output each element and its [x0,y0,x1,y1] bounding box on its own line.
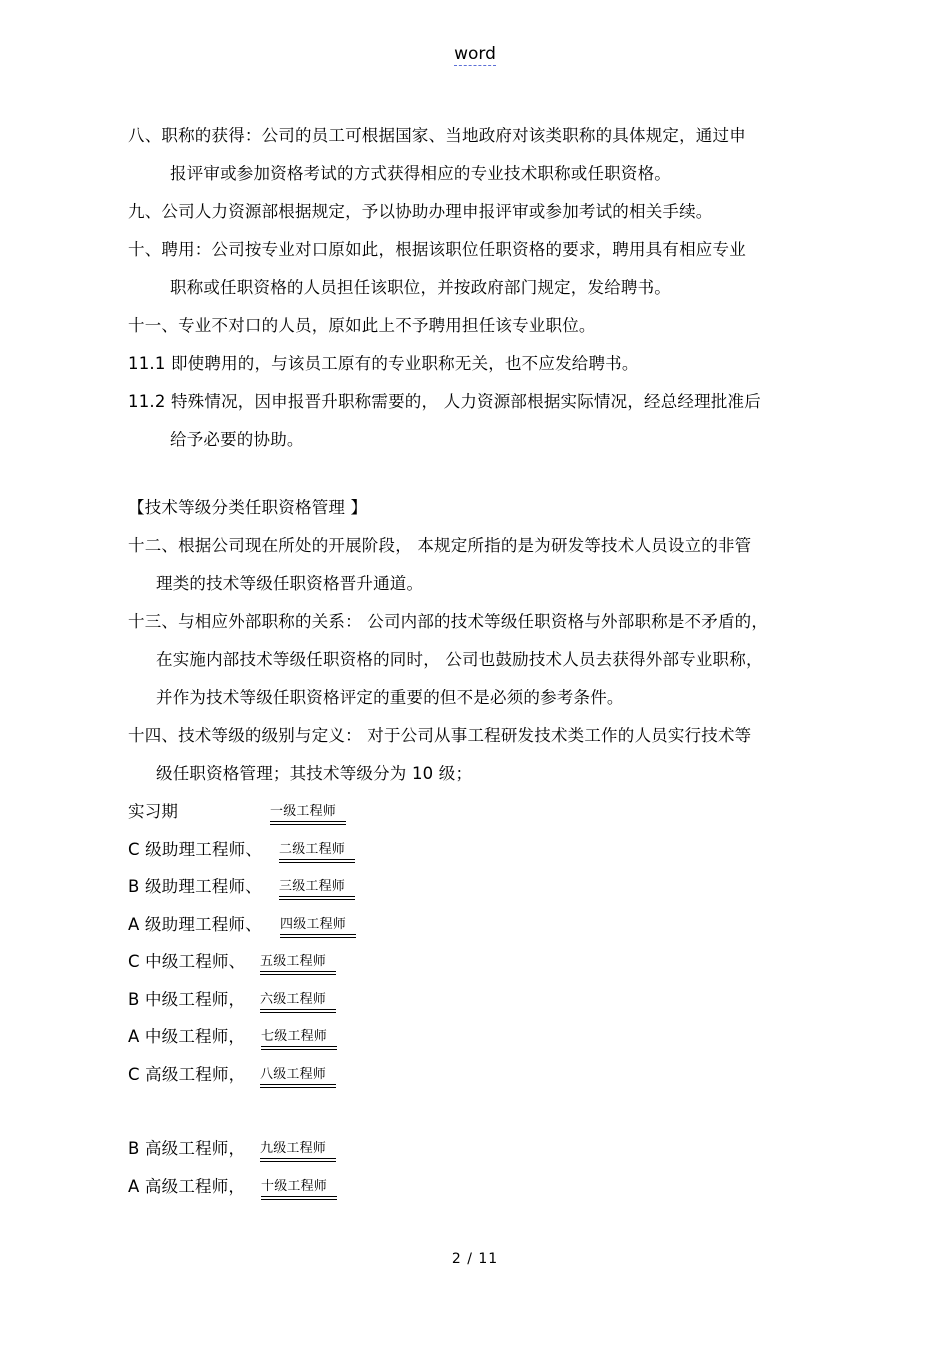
level-label: 实习期 [128,802,179,821]
paragraph-11-1 [128,352,818,390]
paragraph-12 [128,534,818,610]
text-line: 理类的技术等级任职资格晋升通道。 [156,574,424,593]
paragraph-10 [128,238,818,314]
page-separator: / [467,1251,473,1267]
level-row [128,950,818,988]
level-label: C 级助理工程师、 [128,839,263,859]
engineer-grade: 三级工程师 [279,878,355,897]
document-body [128,124,818,1212]
engineer-grade: 六级工程师 [260,991,336,1010]
text-line: 十三、与相应外部职称的关系： 公司内部的技术等级任职资格与外部职称是不矛盾的， [128,612,769,631]
level-row [128,988,818,1026]
level-list [128,800,818,1212]
level-label: B 高级工程师， [128,1139,246,1158]
paragraph-11 [128,314,818,352]
engineer-grade: 二级工程师 [279,841,355,860]
level-label: A 中级工程师， [128,1027,246,1046]
engineer-grade: 七级工程师 [261,1028,337,1047]
text-line: 十、聘用：公司按专业对口原如此，根据该职位任职资格的要求，聘用具有相应专业 [128,240,746,259]
page-header [0,44,950,64]
level-row [128,1137,818,1175]
engineer-grade: 四级工程师 [280,916,356,935]
paragraph-13 [128,610,818,724]
page-number [0,1251,950,1267]
section-title: 【技术等级分类任职资格管理 】 [128,498,368,517]
level-row [128,838,818,876]
level-row [128,913,818,951]
text-line: 职称或任职资格的人员担任该职位，并按政府部门规定，发给聘书。 [170,278,671,297]
level-label: C 中级工程师、 [128,952,246,971]
level-row [128,1063,818,1101]
text-line: 十二、根据公司现在所处的开展阶段， 本规定所指的是为研发等技术人员设立的非管 [128,536,752,555]
text-line: 十一、专业不对口的人员，原如此上不予聘用担任该专业职位。 [128,316,596,335]
level-row [128,1175,818,1213]
engineer-grade: 九级工程师 [260,1140,336,1159]
level-label: B 级助理工程师、 [128,877,262,896]
level-label: C 高级工程师， [128,1064,246,1084]
page-total: 11 [478,1251,499,1267]
level-row [128,1025,818,1063]
paragraph-8 [128,124,818,200]
text-line: 九、公司人力资源部根据规定，予以协助办理申报评审或参加考试的相关手续。 [128,202,713,221]
level-label: B 中级工程师， [128,989,246,1009]
paragraph-11-2 [128,390,818,466]
engineer-grade: 一级工程师 [270,803,346,822]
text-line: 级任职资格管理；其技术等级分为 10 级； [156,764,473,783]
text-line: 十四、技术等级的级别与定义： 对于公司从事工程研发技术类工作的人员实行技术等 [128,726,752,745]
level-row [128,800,818,838]
engineer-grade: 八级工程师 [260,1066,336,1085]
header-title: word [454,44,496,64]
engineer-grade: 十级工程师 [261,1178,337,1197]
page-current: 2 [451,1251,462,1267]
level-label: A 高级工程师， [128,1176,246,1196]
text-line: 11.2 特殊情况，因申报晋升职称需要的， 人力资源部根据实际情况，经总经理批准后 [128,392,761,411]
text-line: 在实施内部技术等级任职资格的同时， 公司也鼓励技术人员去获得外部专业职称， [156,650,763,669]
text-line: 并作为技术等级任职资格评定的重要的但不是必须的参考条件。 [156,688,624,707]
text-line: 八、职称的获得：公司的员工可根据国家、当地政府对该类职称的具体规定，通过申 [128,126,746,145]
level-label: A 级助理工程师、 [128,914,262,934]
text-line: 11.1 即使聘用的，与该员工原有的专业职称无关，也不应发给聘书。 [128,354,639,373]
paragraph-9 [128,200,818,238]
level-row [128,875,818,913]
text-line: 给予必要的协助。 [170,430,304,449]
engineer-grade: 五级工程师 [260,953,336,972]
paragraph-14 [128,724,818,800]
text-line: 报评审或参加资格考试的方式获得相应的专业技术职称或任职资格。 [170,164,671,183]
